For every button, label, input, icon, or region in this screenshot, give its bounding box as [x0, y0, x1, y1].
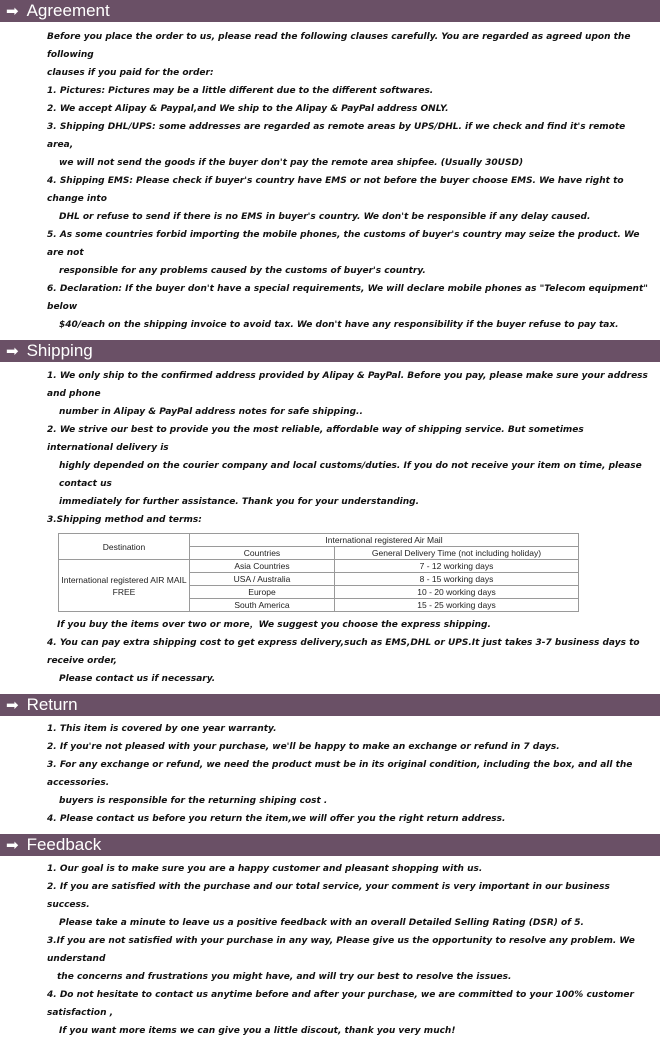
agreement-intro: Before you place the order to us, please read the following clauses carefully. You are regarded as agreed upon the following: [47, 32, 631, 60]
agreement-item: 3. Shipping DHL/UPS: some addresses are regarded as remote areas by UPS/DHL. if we check and find it's remote area,: [47, 122, 626, 150]
delivery-time-cell: 8 - 15 working days: [335, 573, 579, 586]
agreement-item: 6. Declaration: If the buyer don't have a special requirements, We will declare mobile phones as "Telecom equipment" below: [47, 284, 648, 312]
feedback-title: Feedback: [26, 835, 102, 854]
agreement-section: [0, 0, 660, 340]
shipping-item: Please contact us if necessary.: [59, 674, 216, 684]
table-row: [59, 534, 579, 547]
countries-header: Countries: [190, 547, 335, 560]
feedback-content: [0, 856, 660, 1046]
feedback-item: If you want more items we can give you a little discout, thank you very much!: [59, 1026, 456, 1036]
return-section: [0, 694, 660, 834]
agreement-item: responsible for any problems caused by the customs of buyer's country.: [59, 266, 426, 276]
feedback-item: 4. Do not hesitate to contact us anytime before and after your purchase, we are committed to your 100% customer satisfaction ,: [47, 990, 634, 1018]
shipping-item: 2. We strive our best to provide you the most reliable, affordable way of shipping service. But sometimes international delivery is: [47, 425, 584, 453]
arrow-right-icon: ➡: [6, 342, 19, 360]
agreement-item: 1. Pictures: Pictures may be a little different due to the different softwares.: [47, 86, 434, 96]
feedback-item: the concerns and frustrations you might have, and will try our best to resolve the issues.: [57, 972, 512, 982]
agreement-intro: clauses if you paid for the order:: [47, 68, 214, 78]
shipping-item: 3.Shipping method and terms:: [47, 515, 202, 525]
return-item: buyers is responsible for the returning shiping cost .: [59, 796, 328, 806]
delivery-time-cell: 15 - 25 working days: [335, 599, 579, 612]
shipping-method-cell: International registered AIR MAIL FREE: [59, 560, 190, 612]
shipping-item: highly depended on the courier company and local customs/duties. If you do not receive your item on time, please contact us: [59, 461, 642, 489]
feedback-item: 1. Our goal is to make sure you are a happy customer and pleasant shopping with us.: [47, 864, 483, 874]
shipping-item: 4. You can pay extra shipping cost to get express delivery,such as EMS,DHL or UPS.It just takes 3-7 business days to receive order,: [47, 638, 640, 666]
feedback-item: 2. If you are satisfied with the purchase and our total service, your comment is very important in our business success.: [47, 882, 610, 910]
agreement-item: 2. We accept Alipay & Paypal,and We ship to the Alipay & PayPal address ONLY.: [47, 104, 449, 114]
air-mail-header: International registered Air Mail: [190, 534, 579, 547]
agreement-item: $40/each on the shipping invoice to avoid tax. We don't have any responsibility if the buyer refuse to pay tax.: [59, 320, 619, 330]
destination-header: Destination: [59, 534, 190, 560]
return-content: [0, 716, 660, 834]
feedback-header: [0, 834, 660, 856]
agreement-item: DHL or refuse to send if there is no EMS in buyer's country. We don't be responsible if any delay caused.: [59, 212, 591, 222]
delivery-time-cell: 10 - 20 working days: [335, 586, 579, 599]
shipping-header: [0, 340, 660, 362]
shipping-section: [0, 340, 660, 694]
agreement-content: [0, 22, 660, 340]
shipping-item: 1. We only ship to the confirmed address provided by Alipay & PayPal. Before you pay, please make sure your address and phone: [47, 371, 648, 399]
return-item: 1. This item is covered by one year warranty.: [47, 724, 277, 734]
shipping-item: immediately for further assistance. Thank you for your understanding.: [59, 497, 420, 507]
delivery-time-header: General Delivery Time (not including holiday): [335, 547, 579, 560]
agreement-item: we will not send the goods if the buyer don't pay the remote area shipfee. (Usually 30USD): [59, 158, 524, 168]
country-cell: Europe: [190, 586, 335, 599]
shipping-item: number in Alipay & PayPal address notes for safe shipping..: [59, 407, 363, 417]
return-item: 4. Please contact us before you return the item,we will offer you the right return address.: [47, 814, 506, 824]
shipping-note: If you buy the items over two or more，We suggest you choose the express shipping.: [57, 620, 491, 630]
delivery-time-cell: 7 - 12 working days: [335, 560, 579, 573]
shipping-title: Shipping: [26, 341, 93, 360]
agreement-item: 4. Shipping EMS: Please check if buyer's country have EMS or not before the buyer choose EMS. We have right to change into: [47, 176, 624, 204]
country-cell: South America: [190, 599, 335, 612]
feedback-item: Please take a minute to leave us a positive feedback with an overall Detailed Selling Rating (DSR) of 5.: [59, 918, 584, 928]
agreement-title: Agreement: [26, 1, 110, 20]
return-title: Return: [26, 695, 78, 714]
feedback-section: [0, 834, 660, 1046]
arrow-right-icon: ➡: [6, 836, 19, 854]
agreement-header: [0, 0, 660, 22]
return-header: [0, 694, 660, 716]
arrow-right-icon: ➡: [6, 2, 19, 20]
shipping-content: [0, 362, 660, 694]
arrow-right-icon: ➡: [6, 696, 19, 714]
return-item: 3. For any exchange or refund, we need the product must be in its original condition, including the box, and all the accessories.: [47, 760, 633, 788]
return-item: 2. If you're not pleased with your purchase, we'll be happy to make an exchange or refund in 7 days.: [47, 742, 560, 752]
agreement-item: 5. As some countries forbid importing the mobile phones, the customs of buyer's country may seize the product. We are not: [47, 230, 640, 258]
country-cell: USA / Australia: [190, 573, 335, 586]
feedback-item: 3.If you are not satisfied with your purchase in any way, Please give us the opportunity to resolve any problem. We understand: [47, 936, 635, 964]
shipping-terms-table: [58, 533, 579, 612]
country-cell: Asia Countries: [190, 560, 335, 573]
table-row: [59, 560, 579, 573]
